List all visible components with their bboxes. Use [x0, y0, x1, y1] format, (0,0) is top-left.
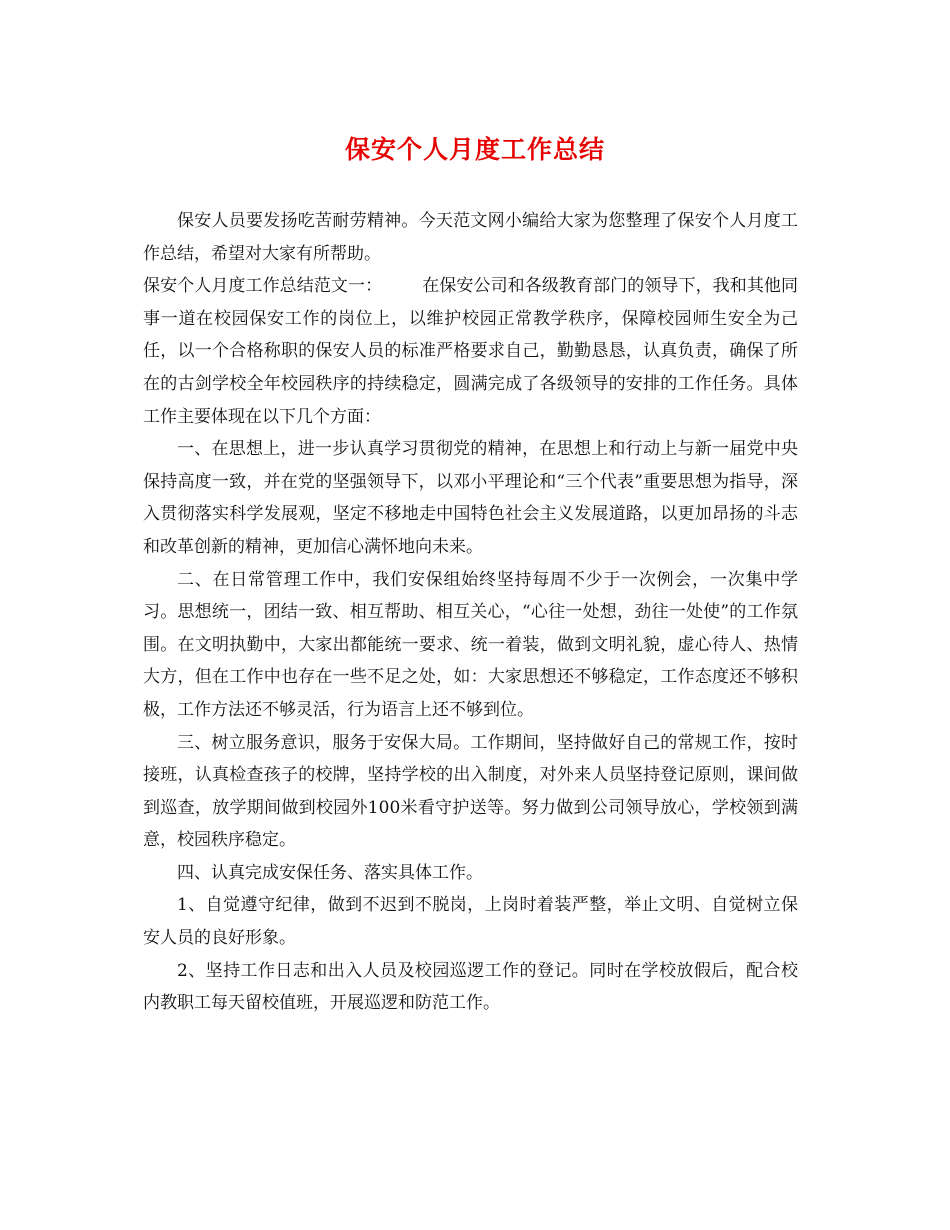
paragraph-intro: 保安人员要发扬吃苦耐劳精神。今天范文网小编给大家为您整理了保安个人月度工作总结，希望对大家有所帮助。 [143, 211, 798, 264]
paragraph-point-1: 一、在思想上，进一步认真学习贯彻党的精神，在思想上和行动上与新一届党中央保持高度一致，并在党的坚强领导下，以邓小平理论和“三个代表”重要思想为指导，深入贯彻落实科学发展观，坚定不移地走中国特色社会主义发展道路，以更加昂扬的斗志和改革创新的精神，更加信心满怀地向未来。 [143, 439, 798, 557]
sample-heading-text: 在保安公司和各级教育部门的领导下，我和其他同事一道在校园保安工作的岗位上，以维护校园正常教学秩序，保障校园师生安全为己任，以一个合格称职的保安人员的标准严格要求自己，勤勤恳恳，认真负责，确保了所在的古剑学校全年校园秩序的持续稳定，圆满完成了各级领导的安排的工作任务。具体工作主要体现在以下几个方面： [143, 276, 799, 427]
paragraph-item-2: 2、坚持工作日志和出入人员及校园巡逻工作的登记。同时在学校放假后，配合校内教职工每天留校值班，开展巡逻和防范工作。 [143, 960, 798, 1014]
paragraph-sample-one [143, 270, 798, 433]
paragraph-point-2: 二、在日常管理工作中，我们安保组始终坚持每周不少于一次例会，一次集中学习。思想统一，团结一致、相互帮助、相互关心，“心往一处想，劲往一处使”的工作氛围。在文明执勤中，大家出都能统一要求、统一着装，做到文明礼貌，虚心待人、热情大方，但在工作中也存在一些不足之处，如：大家思想还不够稳定，工作态度还不够积极，工作方法还不够灵活，行为语言上还不够到位。 [143, 569, 798, 720]
paragraph-point-4: 四、认真完成安保任务、落实具体工作。 [177, 862, 483, 883]
document-title: 保安个人月度工作总结 [344, 135, 605, 164]
paragraph-point-3: 三、树立服务意识，服务于安保大局。工作期间，坚持做好自己的常规工作，按时接班，认真检查孩子的校牌，坚持学校的出入制度，对外来人员坚持登记原则，课间做到巡查，放学期间做到校园外100米看守护送等。努力做到公司领导放心，学校领到满意，校园秩序稳定。 [143, 732, 798, 851]
paragraph-item-1: 1、自觉遵守纪律，做到不迟到不脱岗，上岗时着装严整，举止文明、自觉树立保安人员的良好形象。 [143, 895, 798, 949]
document-body [143, 205, 798, 1020]
sample-heading-label: 保安个人月度工作总结范文一： [143, 276, 383, 297]
